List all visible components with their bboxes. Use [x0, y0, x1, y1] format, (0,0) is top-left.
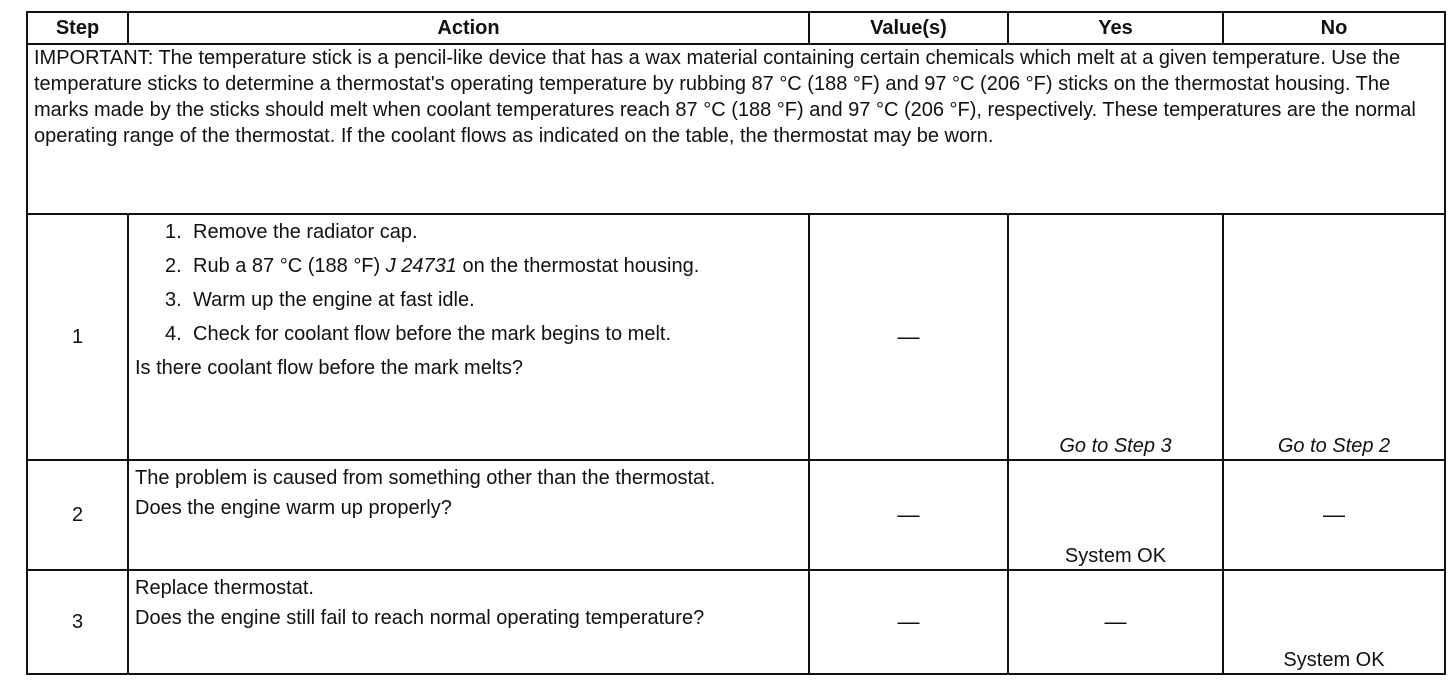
header-action: Action — [128, 12, 809, 44]
step-text: Warm up the engine at fast idle. — [193, 289, 475, 311]
step-text-after: on the thermostat housing. — [456, 255, 700, 277]
action-step — [135, 219, 765, 245]
table-row — [27, 214, 1445, 460]
step-num: 2. — [165, 255, 182, 277]
action-text: Replace thermostat. — [135, 577, 314, 599]
action-step — [135, 253, 765, 279]
step-num: 1. — [165, 221, 182, 243]
step-number: 1 — [27, 214, 128, 460]
step-num: 3. — [165, 289, 182, 311]
no-cell: Go to Step 2 — [1223, 214, 1445, 460]
action-steps — [135, 219, 802, 347]
action-text: The problem is caused from something other than the thermostat. — [135, 467, 716, 489]
action-question: Does the engine still fail to reach normal operating temperature? — [135, 607, 705, 629]
value-cell: — — [809, 214, 1008, 460]
action-question: Is there coolant flow before the mark melts? — [135, 357, 523, 379]
step-text: Remove the radiator cap. — [193, 221, 418, 243]
no-cell: System OK — [1223, 570, 1445, 674]
header-row — [27, 12, 1445, 44]
step-number: 3 — [27, 570, 128, 674]
header-yes: Yes — [1008, 12, 1223, 44]
step-text-before: Rub a 87 °C (188 °F) — [193, 255, 386, 277]
header-values: Value(s) — [809, 12, 1008, 44]
action-step — [135, 321, 765, 347]
step-text: Check for coolant flow before the mark begins to melt. — [193, 323, 672, 345]
header-step: Step — [27, 12, 128, 44]
table-row — [27, 460, 1445, 570]
important-note: IMPORTANT: The temperature stick is a pencil-like device that has a wax material containing certain chemicals which melt at a given temperature. Use the temperature sticks to determine a thermostat's operating temperature by rubbing 87 °C (188 °F) and 97 °C (206 °F) sticks on the thermostat housing. The marks made by the sticks should melt when coolant temperatures reach 87 °C (188 °F) and 97 °C (206 °F), respectively. These temperatures are the normal operating range of the thermostat. If the coolant flows as indicated on the table, the thermostat may be worn. — [27, 44, 1445, 214]
tool-number: J 24731 — [385, 255, 457, 277]
value-cell: — — [809, 460, 1008, 570]
value-cell: — — [809, 570, 1008, 674]
important-row — [27, 44, 1445, 214]
action-question: Does the engine warm up properly? — [135, 497, 452, 519]
step-num: 4. — [165, 323, 182, 345]
table-row — [27, 570, 1445, 674]
action-step — [135, 287, 765, 313]
header-no: No — [1223, 12, 1445, 44]
action-cell — [128, 570, 809, 674]
yes-cell: System OK — [1008, 460, 1223, 570]
yes-cell: — — [1008, 570, 1223, 674]
no-cell: — — [1223, 460, 1445, 570]
step-text — [193, 253, 765, 279]
step-number: 2 — [27, 460, 128, 570]
diagnostic-table — [26, 11, 1446, 675]
action-cell — [128, 460, 809, 570]
action-cell — [128, 214, 809, 460]
yes-cell: Go to Step 3 — [1008, 214, 1223, 460]
